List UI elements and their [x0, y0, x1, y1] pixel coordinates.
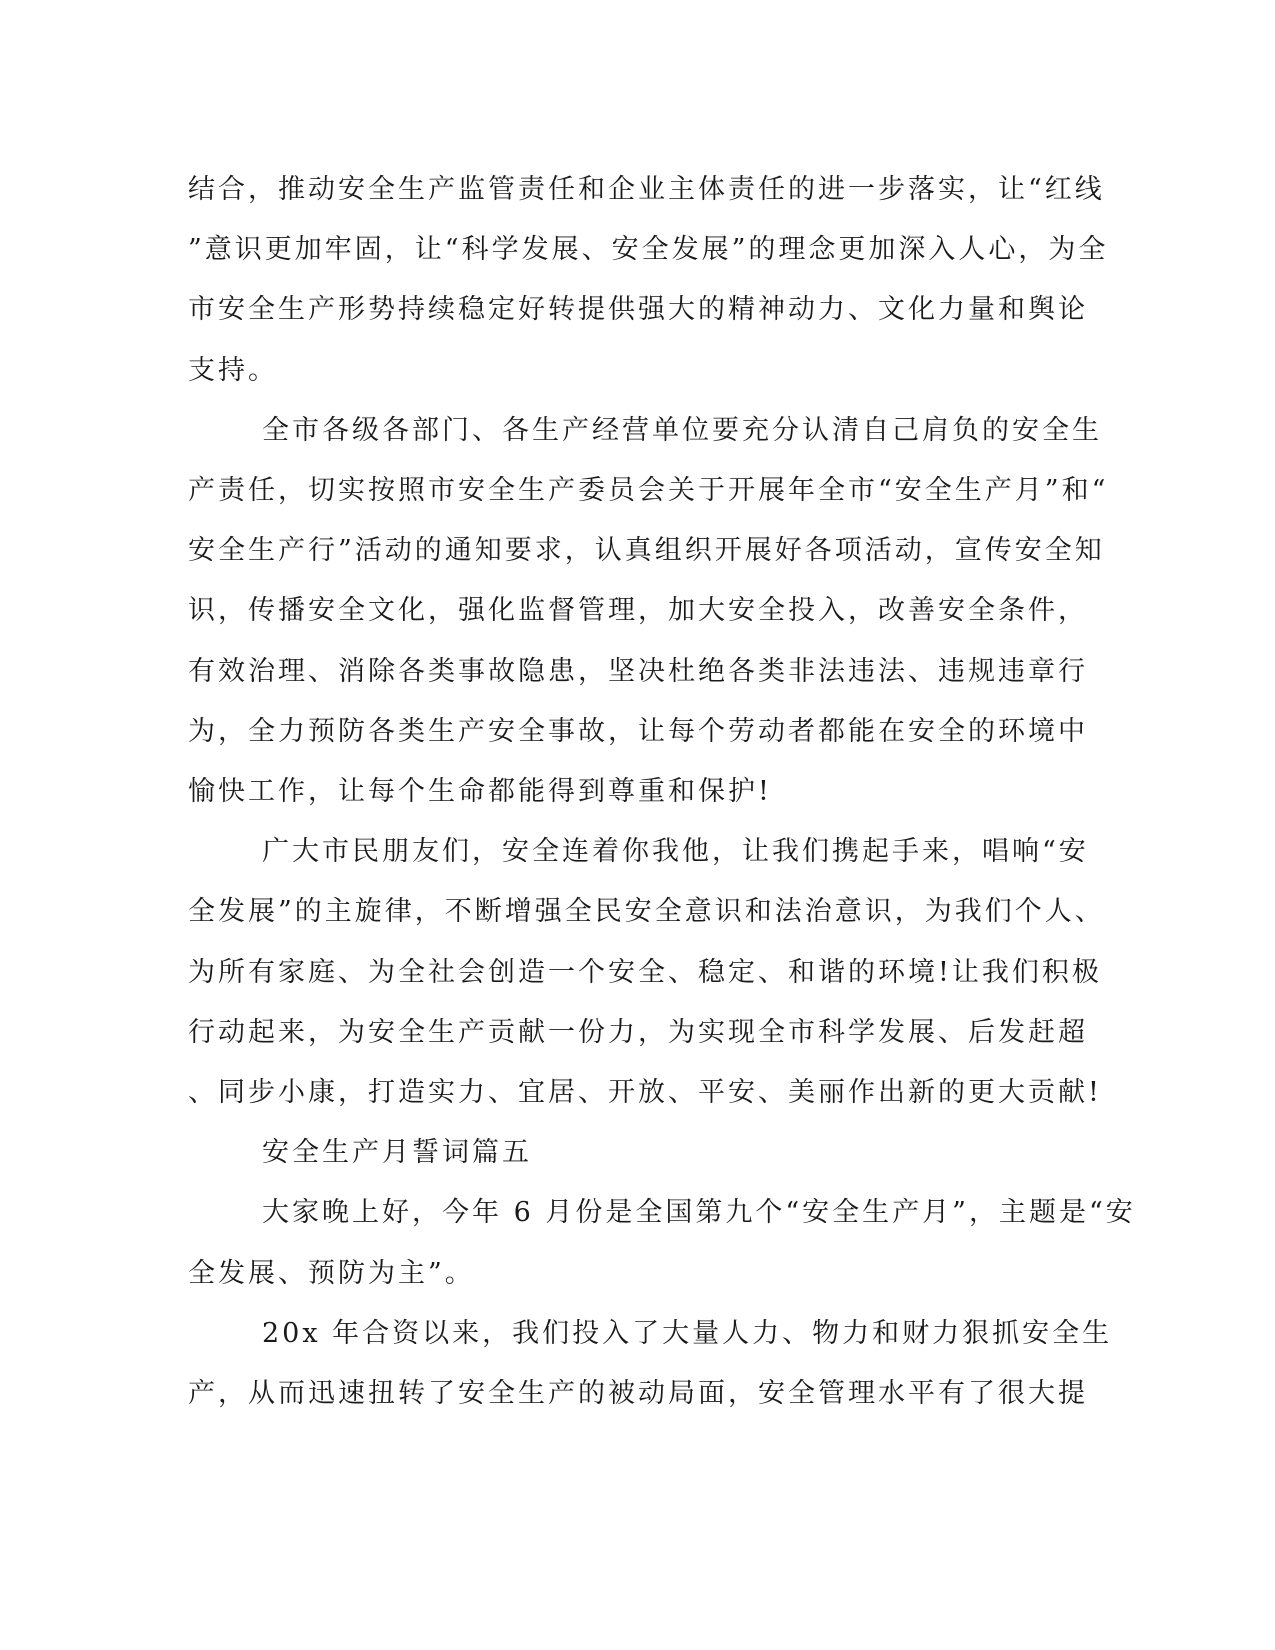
paragraph-line: 全市各级各部门、各生产经营单位要充分认清自己肩负的安全生 — [262, 414, 1102, 446]
paragraph-line: 、同步小康，打造实力、宜居、开放、平安、美丽作出新的更大贡献! — [188, 1077, 1102, 1109]
paragraph-line: 行动起来，为安全生产贡献一份力，为实现全市科学发展、后发赶超 — [188, 1016, 1088, 1048]
paragraph-3 — [188, 822, 1105, 1123]
paragraph-1 — [188, 160, 1109, 401]
paragraph-line: 为所有家庭、为全社会创造一个安全、稳定、和谐的环境!让我们积极 — [188, 956, 1102, 988]
paragraph-line: 20x 年合资以来，我们投入了大量人力、物力和财力狠抓安全生 — [262, 1317, 1113, 1349]
paragraph-line: 安全生产行”活动的通知要求，认真组织开展好各项活动，宣传安全知 — [188, 535, 1105, 567]
paragraph-line: ”意识更加牢固，让“科学发展、安全发展”的理念更加深入人心，为全 — [188, 234, 1109, 266]
paragraph-line: 全发展、预防为主”。 — [188, 1257, 475, 1289]
paragraph-2 — [188, 401, 1109, 822]
section-heading: 安全生产月誓词篇五 — [262, 1137, 532, 1169]
paragraph-line: 全发展”的主旋律，不断增强全民安全意识和法治意识，为我们个人、 — [188, 896, 1105, 928]
paragraph-line: 为，全力预防各类生产安全事故，让每个劳动者都能在安全的环境中 — [188, 715, 1088, 747]
paragraph-line: 产责任，切实按照市安全生产委员会关于开展年全市“安全生产月”和“ — [188, 475, 1109, 507]
paragraph-line: 市安全生产形势持续稳定好转提供强大的精神动力、文化力量和舆论 — [188, 294, 1088, 326]
paragraph-line: 识，传播安全文化，强化监督管理，加大安全投入，改善安全条件， — [188, 595, 1088, 627]
paragraph-line: 产，从而迅速扭转了安全生产的被动局面，安全管理水平有了很大提 — [188, 1378, 1088, 1410]
paragraph-5 — [188, 1304, 1113, 1424]
document-body — [188, 160, 1136, 1424]
paragraph-line: 愉快工作，让每个生命都能得到尊重和保护! — [188, 776, 772, 808]
paragraph-line: 有效治理、消除各类事故隐患，坚决杜绝各类非法违法、违规违章行 — [188, 655, 1088, 687]
paragraph-line: 广大市民朋友们，安全连着你我他，让我们携起手来，唱响“安 — [262, 836, 1089, 868]
section-heading-block — [188, 1123, 1068, 1183]
paragraph-4 — [188, 1183, 1136, 1303]
paragraph-line: 结合，推动安全生产监管责任和企业主体责任的进一步落实，让“红线 — [188, 174, 1105, 205]
paragraph-line: 支持。 — [188, 354, 278, 386]
paragraph-line: 大家晚上好，今年 6 月份是全国第九个“安全生产月”，主题是“安 — [262, 1197, 1136, 1229]
